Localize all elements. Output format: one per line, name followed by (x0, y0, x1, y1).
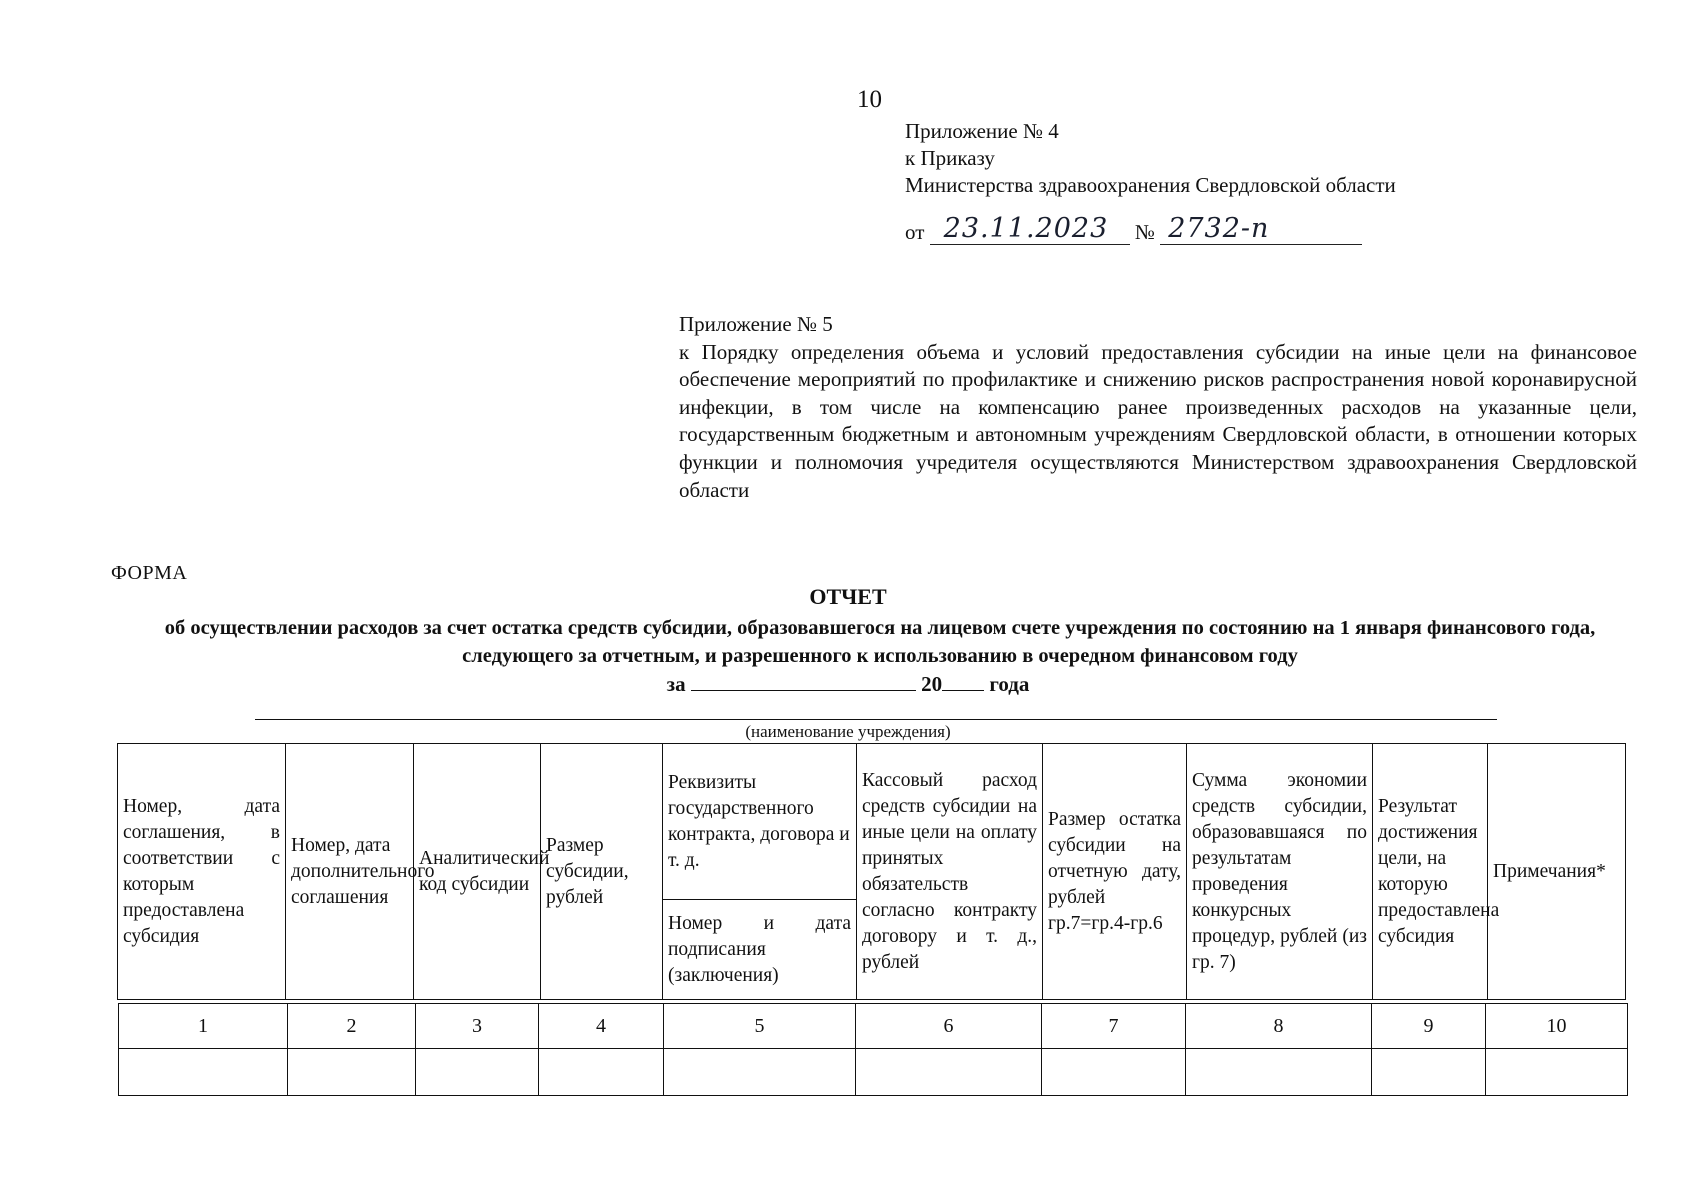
col10-header: Примечания* (1488, 744, 1626, 1000)
empty-cell (1042, 1049, 1186, 1096)
appendix-5-header (679, 311, 1637, 504)
report-subtitle: об осуществлении расходов за счет остатка средств субсидии, образовавшегося на лицевом счете учреждения по состоянию на 1 января финансового года, следующего за отчетным, и разрешенного к использованию в очередном финансовом году (164, 617, 1596, 667)
handwritten-date: 23.11.2023 (943, 213, 1109, 244)
col5-sub-header: Номер и дата подписания (заключения) (663, 900, 857, 1000)
column-number: 1 (119, 1004, 288, 1049)
col2-header: Номер, дата дополнительного соглашения (286, 744, 414, 1000)
empty-cell (416, 1049, 539, 1096)
column-number: 9 (1372, 1004, 1486, 1049)
col8-header: Сумма экономии средств субсидии, образовавшаяся по результатам проведения конкурсных процедур, рублей (из гр. 7) (1187, 744, 1373, 1000)
column-number: 3 (416, 1004, 539, 1049)
column-number: 5 (664, 1004, 856, 1049)
period-blank (691, 670, 916, 691)
col5-group-header: Реквизиты государственного контракта, договора и т. д. (663, 744, 857, 900)
empty-cell (539, 1049, 664, 1096)
date-blank (930, 213, 1130, 245)
institution-caption: (наименование учреждения) (745, 722, 951, 741)
empty-cell (119, 1049, 288, 1096)
appendix-4-header (905, 118, 1396, 199)
empty-cell (288, 1049, 416, 1096)
period-year-prefix: 20 (921, 672, 943, 696)
col3-header: Аналитический код субсидии (414, 744, 541, 1000)
col7-header: Размер остатка субсидии на отчетную дату, рублей гр.7=гр.4-гр.6 (1043, 744, 1187, 1000)
column-number: 8 (1186, 1004, 1372, 1049)
date-prefix: от (905, 220, 925, 244)
empty-cell (856, 1049, 1042, 1096)
order-date-number-line (905, 213, 1362, 245)
page-number: 10 (857, 86, 882, 113)
column-number: 7 (1042, 1004, 1186, 1049)
empty-cell (1486, 1049, 1628, 1096)
appendix-5-title: Приложение № 5 (679, 312, 833, 336)
empty-cell (664, 1049, 856, 1096)
year-blank (942, 670, 984, 691)
report-header-table (117, 743, 1626, 1000)
form-label: ФОРМА (111, 562, 188, 584)
appendix-4-ministry: Министерства здравоохранения Свердловской области (905, 173, 1396, 197)
report-period (0, 670, 1696, 697)
period-for: за (666, 672, 686, 696)
handwritten-number: 2732-п (1168, 213, 1270, 244)
appendix-4-to-order: к Приказу (905, 146, 995, 170)
number-prefix: № (1134, 220, 1155, 244)
institution-name-line (255, 719, 1497, 720)
empty-cell (1186, 1049, 1372, 1096)
col9-header: Результат достижения цели, на которую предоставлена субсидия (1373, 744, 1488, 1000)
appendix-5-text: к Порядку определения объема и условий предоставления субсидии на иные цели на финансовое обеспечение мероприятий по профилактике и снижению рисков распространения новой коронавирусной инфекции, в том числе на компенсацию ранее произведенных расходов на указанные цели, государственным бюджетным и автономным учреждениям Свердловской области, в отношении которых функции и полномочия учредителя осуществляются Министерством здравоохранения Свердловской области (679, 339, 1637, 502)
column-number: 10 (1486, 1004, 1628, 1049)
column-number: 4 (539, 1004, 664, 1049)
appendix-4-title: Приложение № 4 (905, 119, 1059, 143)
column-number: 6 (856, 1004, 1042, 1049)
period-year-suffix: года (989, 672, 1030, 696)
report-title: ОТЧЕТ (809, 584, 887, 609)
col6-header: Кассовый расход средств субсидии на иные цели на оплату принятых обязательств согласно контракту договору и т. д., рублей (857, 744, 1043, 1000)
number-blank (1160, 213, 1362, 245)
column-number: 2 (288, 1004, 416, 1049)
report-data-table (118, 1003, 1628, 1096)
col4-header: Размер субсидии, рублей (541, 744, 663, 1000)
empty-cell (1372, 1049, 1486, 1096)
col1-header: Номер, дата соглашения, в соответствии с которым предоставлена субсидия (118, 744, 286, 1000)
